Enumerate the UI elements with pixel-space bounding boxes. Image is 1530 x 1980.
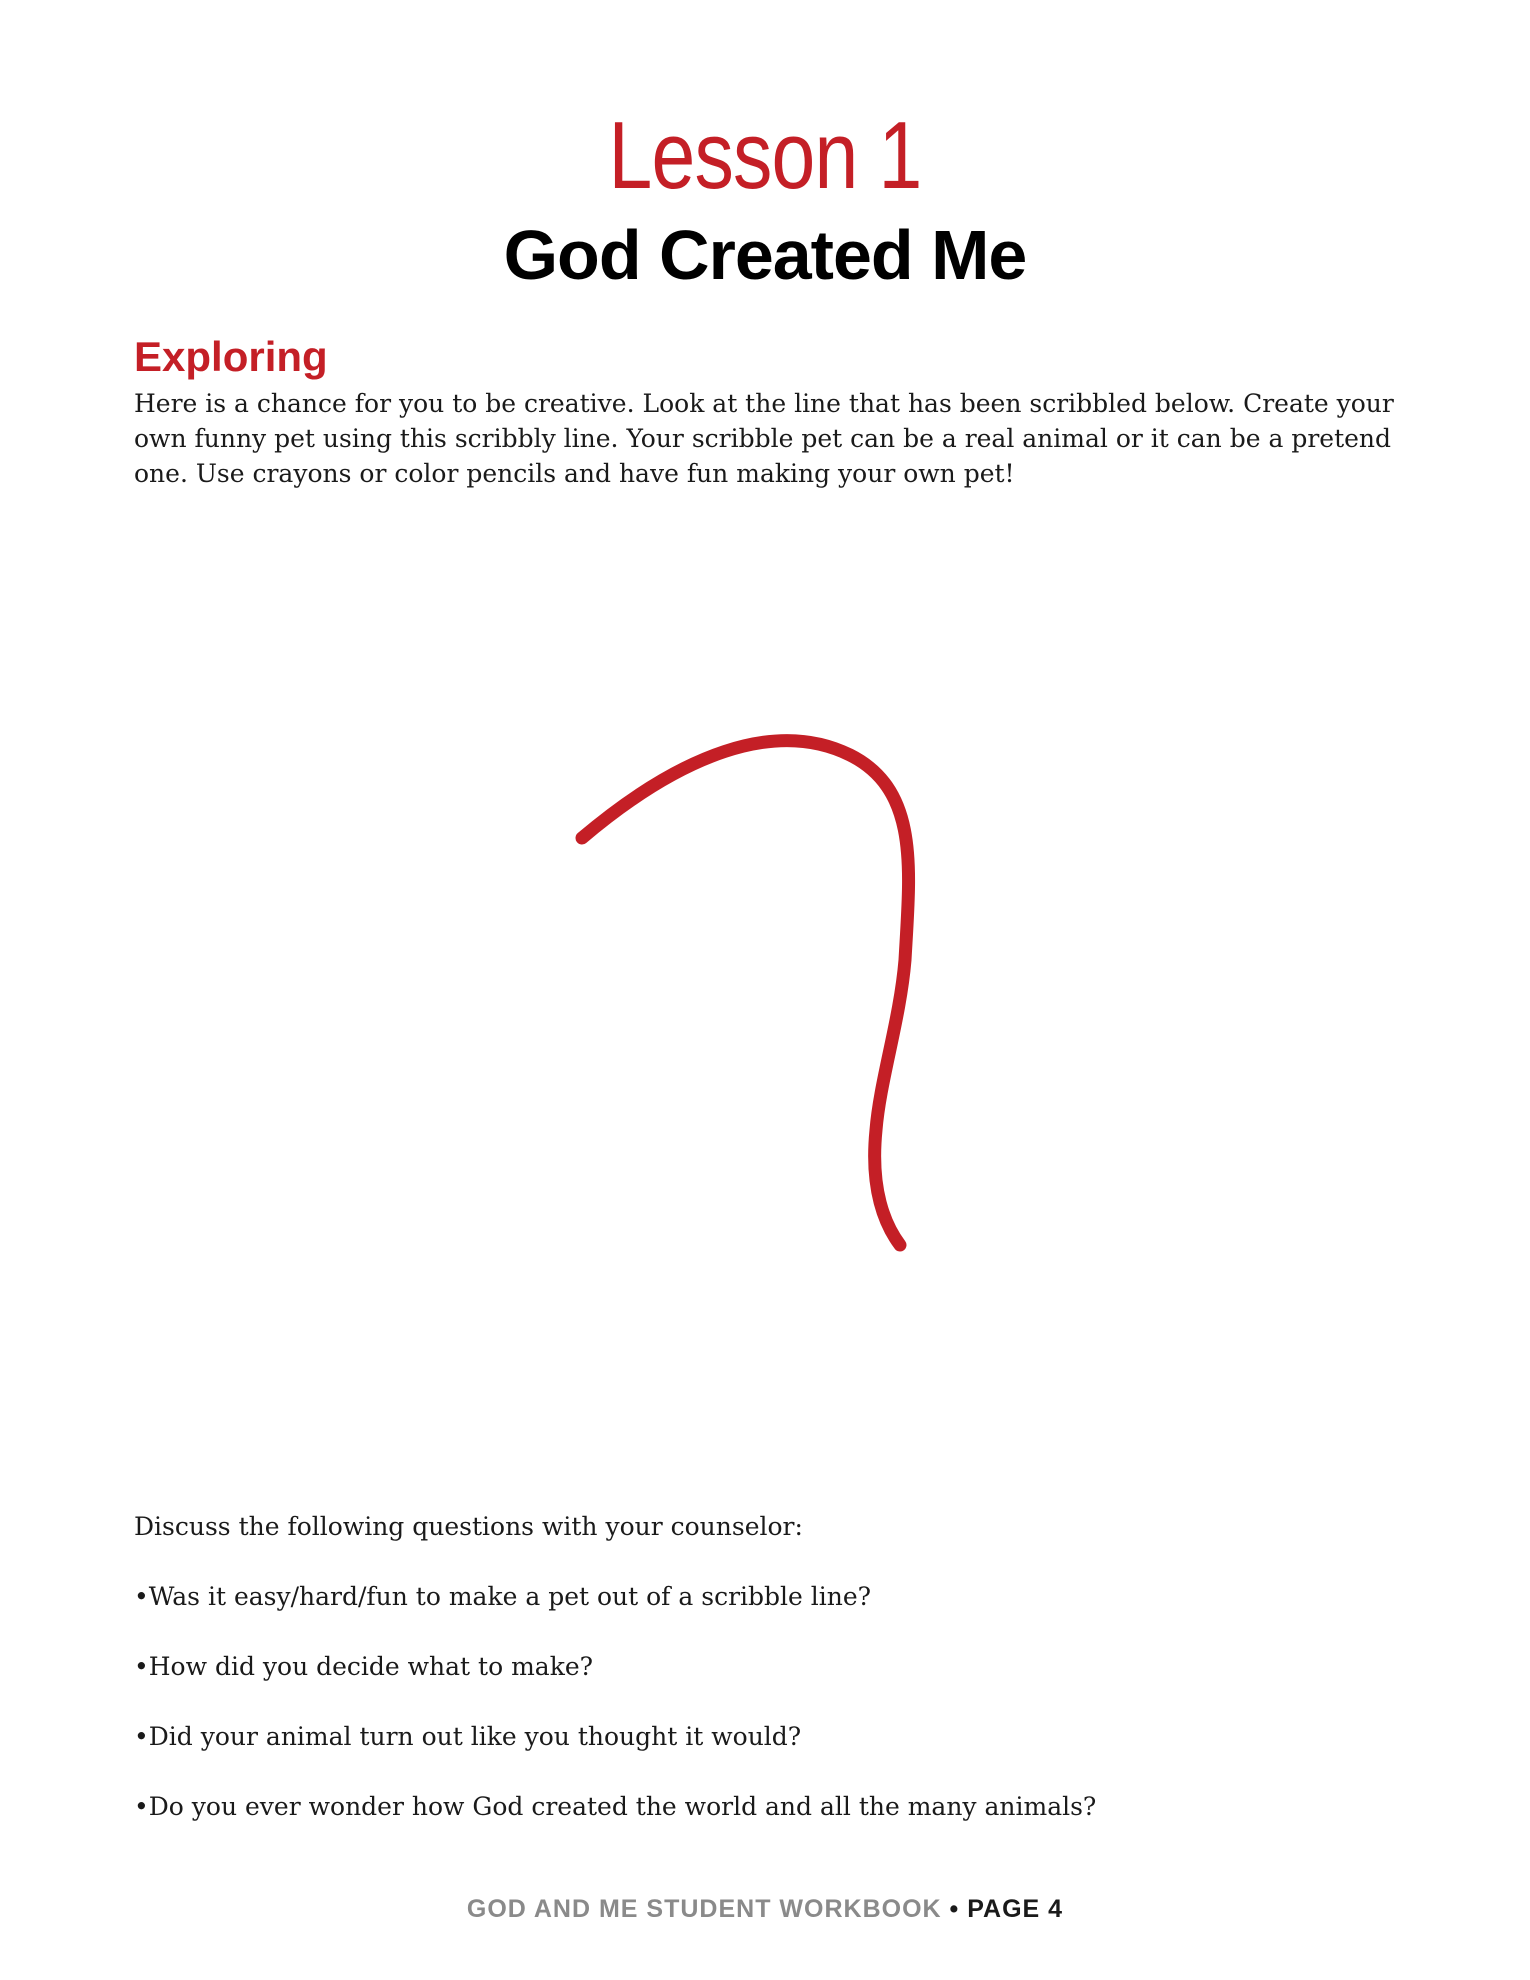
exploring-instructions: Here is a chance for you to be creative. Look at the line that has been scribbled below. Create your own funny pet using this scribbly line. Your scribble pet can be a real animal or it can be a pretend one. Use crayons or color pencils and have fun making your own pet! xyxy=(134,389,1394,488)
page-title: God Created Me xyxy=(503,216,1027,294)
discussion-questions xyxy=(134,1579,1096,1859)
discussion-question: •How did you decide what to make? xyxy=(134,1652,594,1681)
footer-workbook-title: GOD AND ME STUDENT WORKBOOK xyxy=(466,1895,942,1923)
lesson-number: Lesson 1 xyxy=(608,102,922,209)
discussion-question: •Do you ever wonder how God created the world and all the many animals? xyxy=(134,1792,1097,1821)
footer-page-number: PAGE 4 xyxy=(967,1895,1064,1923)
section-heading-exploring: Exploring xyxy=(134,333,328,380)
discussion-question: •Was it easy/hard/fun to make a pet out of a scribble line? xyxy=(134,1582,872,1611)
discussion-question: •Did your animal turn out like you thought it would? xyxy=(134,1722,802,1751)
footer-separator: • xyxy=(941,1895,968,1923)
discussion-intro: Discuss the following questions with your counselor: xyxy=(134,1512,803,1541)
page-footer xyxy=(0,1895,1530,1924)
scribble-line xyxy=(582,741,909,1245)
